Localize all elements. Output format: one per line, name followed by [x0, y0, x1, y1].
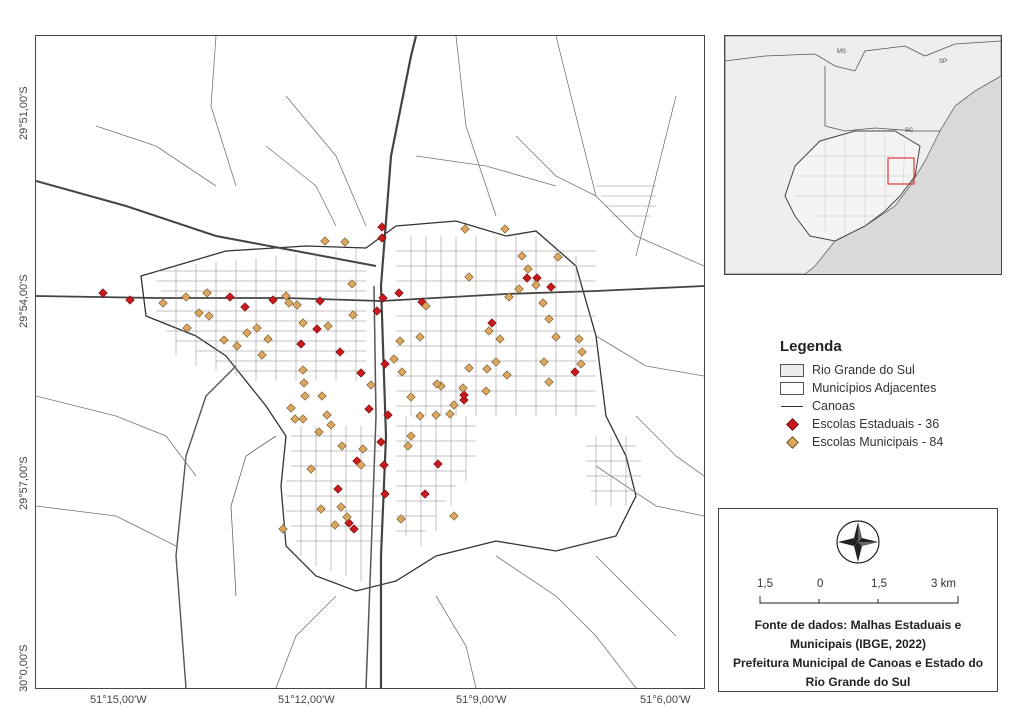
scale-label: 1,5 — [871, 578, 887, 590]
legend — [780, 338, 1010, 451]
lon-label: 51°6,00'W — [640, 694, 691, 706]
legend-swatch — [780, 364, 804, 377]
scale-bar — [759, 595, 959, 605]
legend-swatch — [780, 382, 804, 395]
main-map — [35, 35, 705, 689]
legend-item-escolas-municipais — [780, 433, 1010, 451]
source-line: Prefeitura Municipal de Canoas e Estado do — [732, 656, 984, 670]
red-diamond-icon — [786, 418, 799, 431]
legend-item-canoas — [780, 397, 1010, 415]
orange-diamond-icon — [786, 436, 799, 449]
scale-label: 1,5 — [757, 578, 773, 590]
legend-title: Legenda — [780, 338, 842, 355]
legend-label: Escolas Estaduais - 36 — [812, 417, 940, 431]
legend-item-municipios-adjacentes — [780, 379, 1010, 397]
inset-map — [724, 35, 1002, 275]
legend-item-rio-grande-do-sul — [780, 361, 1010, 379]
source-line: Municipais (IBGE, 2022) — [789, 637, 927, 651]
legend-item-escolas-estaduais — [780, 415, 1010, 433]
lon-label: 51°9,00'W — [456, 694, 507, 706]
lat-label: 29°51,00'S — [18, 86, 30, 140]
legend-label: Escolas Municipais - 84 — [812, 435, 944, 449]
scale-label: 3 km — [931, 578, 956, 590]
legend-label: Rio Grande do Sul — [812, 363, 915, 377]
north-arrow-compass-rose-icon — [835, 519, 881, 565]
inset-state-label: SP — [939, 59, 948, 65]
source-line: Fonte de dados: Malhas Estaduais e — [754, 618, 962, 632]
lon-label: 51°12,00'W — [278, 694, 335, 706]
inset-map-graphic — [725, 36, 1001, 274]
map-info-box — [718, 508, 998, 692]
lat-label: 29°54,00'S — [18, 274, 30, 328]
street-network — [36, 36, 704, 688]
legend-label: Municípios Adjacentes — [812, 381, 937, 395]
legend-line-swatch — [781, 406, 803, 407]
legend-label: Canoas — [812, 399, 856, 413]
inset-state-label: SC — [905, 128, 914, 134]
lat-label: 29°57,00'S — [18, 456, 30, 510]
lat-label: 30°0,00'S — [18, 644, 30, 692]
scale-label: 0 — [817, 578, 824, 590]
inset-state-label: MS — [837, 49, 846, 55]
lon-label: 51°15,00'W — [90, 694, 147, 706]
source-line: Rio Grande do Sul — [805, 675, 911, 689]
